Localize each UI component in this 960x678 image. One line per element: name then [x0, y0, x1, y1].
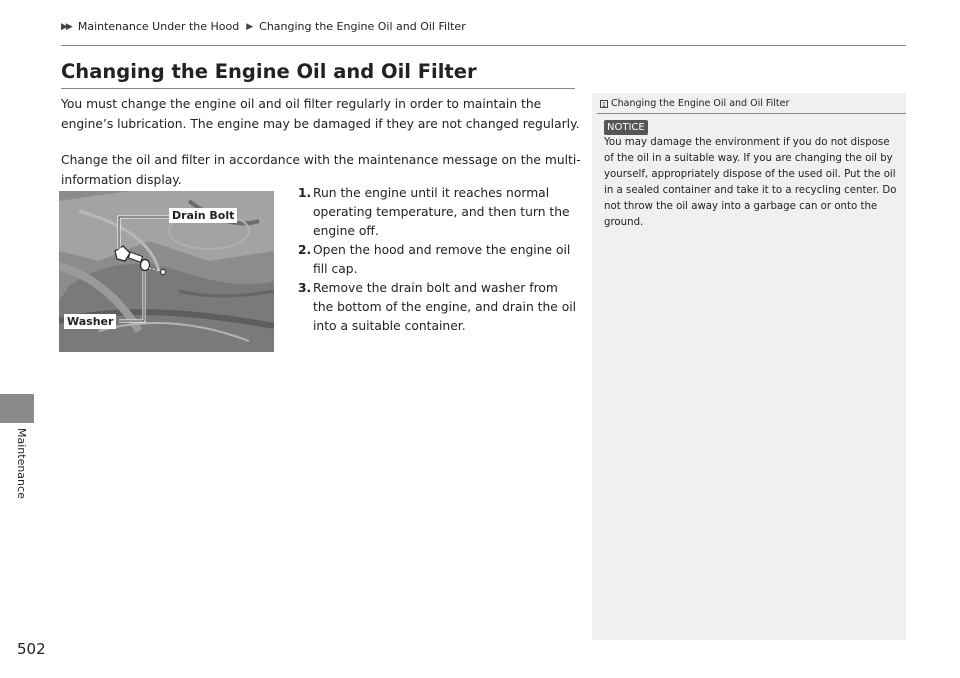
- step-text: Open the hood and remove the engine oil fill cap.: [313, 243, 571, 276]
- drain-bolt-label: Drain Bolt: [169, 208, 237, 223]
- page-number: 502: [17, 640, 46, 658]
- step-item: [298, 279, 580, 336]
- reference-icon: 1: [601, 100, 607, 109]
- breadcrumb-separator-icon: ▶: [246, 21, 254, 32]
- breadcrumb-arrow-icon: ▶▶: [61, 21, 71, 32]
- breadcrumb-item-changing-oil[interactable]: Changing the Engine Oil and Oil Filter: [259, 20, 466, 33]
- sidebar-rule: [597, 113, 906, 114]
- chapter-tab-marker: [0, 394, 34, 423]
- step-number: 2.: [298, 243, 312, 257]
- sidebar-heading[interactable]: [592, 98, 906, 109]
- step-item: [298, 241, 580, 279]
- sidebar-note: [592, 93, 906, 640]
- sidebar-heading-text: Changing the Engine Oil and Oil Filter: [611, 98, 790, 109]
- step-number: 3.: [298, 281, 312, 295]
- page-title: Changing the Engine Oil and Oil Filter: [61, 60, 477, 83]
- washer-label: Washer: [64, 314, 116, 329]
- step-item: [298, 184, 580, 241]
- title-rule: [61, 88, 575, 89]
- notice-badge: NOTICE: [604, 120, 648, 135]
- chapter-tab-label[interactable]: Maintenance: [15, 428, 28, 499]
- step-text: Remove the drain bolt and washer from the bottom of the engine, and drain the oil into a suitable container.: [313, 281, 577, 333]
- header-rule: [61, 45, 906, 46]
- breadcrumb: [61, 20, 466, 33]
- engine-drain-illustration: [59, 191, 274, 352]
- breadcrumb-item-maintenance-under-hood[interactable]: Maintenance Under the Hood: [77, 20, 240, 33]
- maintenance-paragraph: Change the oil and filter in accordance with the maintenance message on the multi-information display.: [61, 153, 581, 187]
- notice-text: You may damage the environment if you do not dispose of the oil in a suitable way. If you are changing the oil by yourself, appropriately dispose of the used oil. Put the oil in a sealed container and take it to a recycling center. Do not throw the oil away into a garbage can or onto the ground.: [604, 137, 897, 228]
- step-number: 1.: [298, 186, 312, 200]
- procedure-steps: [298, 184, 580, 336]
- intro-paragraph: You must change the engine oil and oil filter regularly in order to maintain the engine’s lubrication. The engine may be damaged if they are not changed regularly.: [61, 97, 580, 131]
- step-text: Run the engine until it reaches normal operating temperature, and then turn the engine off.: [313, 186, 570, 238]
